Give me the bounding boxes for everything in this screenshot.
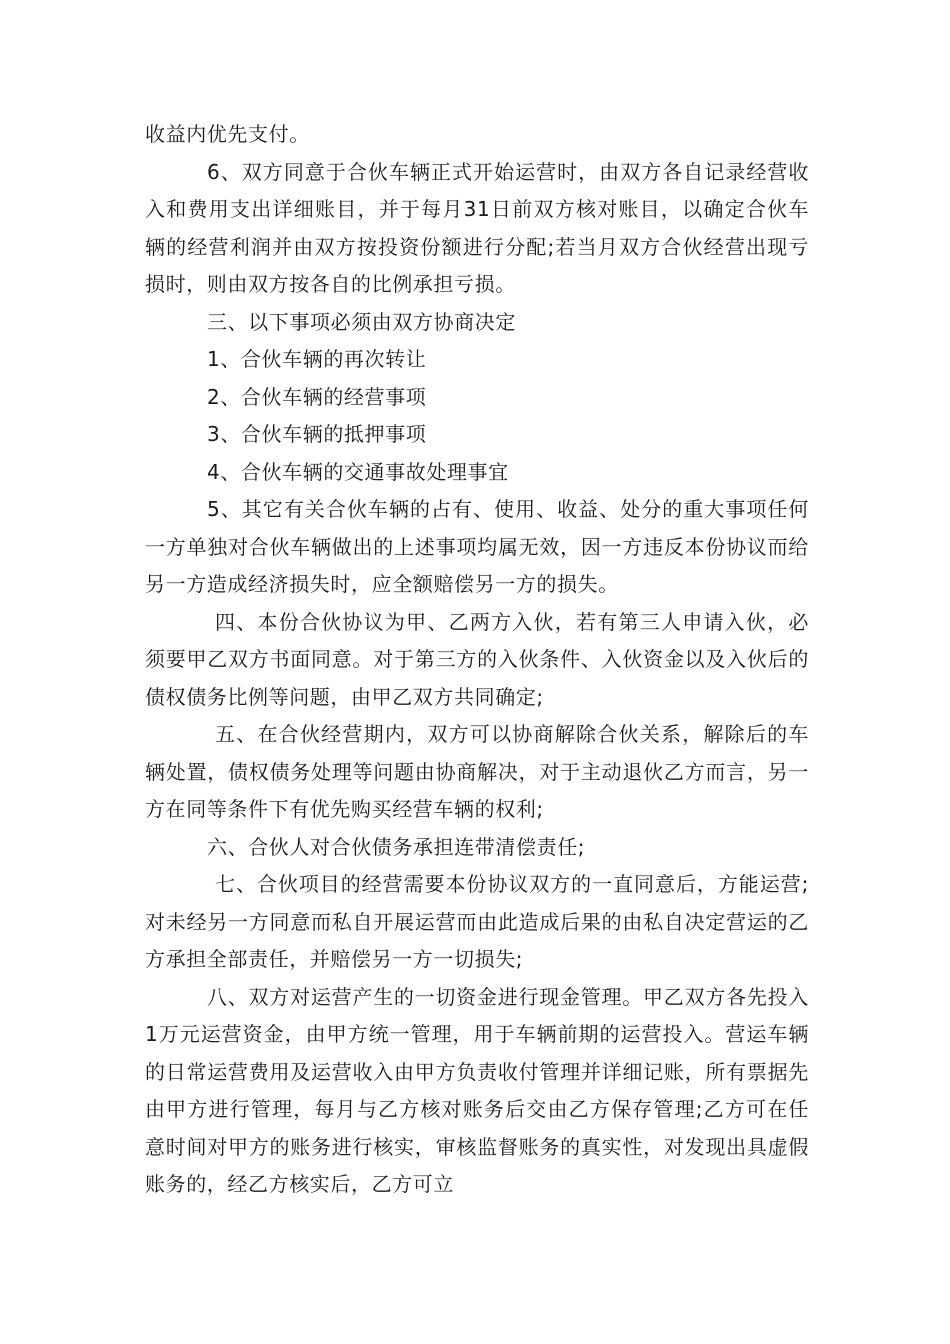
paragraph-item-2: 2、合伙车辆的经营事项 <box>207 384 427 409</box>
paragraph-section-4: 四、本份合伙协议为甲、乙两方入伙，若有第三人申请入伙，必须要甲乙双方书面同意。对于第三方的入伙条件、入伙资金以及入伙后的债权债务比例等问题，由甲乙双方共同确定; <box>145 609 809 709</box>
paragraph-item-5: 5、其它有关合伙车辆的占有、使用、收益、处分的重大事项任何一方单独对合伙车辆做出的上述事项均属无效，因一方违反本份协议而给另一方造成经济损失时，应全额赔偿另一方的损失。 <box>145 497 809 596</box>
paragraph-clause-6: 6、双方同意于合伙车辆正式开始运营时，由双方各自记录经营收入和费用支出详细账目，并于每月31日前双方核对账目，以确定合伙车辆的经营利润并由双方按投资份额进行分配;若当月双方合伙经营出现亏损时，则由双方按各自的比例承担亏损。 <box>145 159 809 296</box>
paragraph-continuation: 收益内优先支付。 <box>145 122 310 146</box>
document-body <box>145 116 809 1204</box>
paragraph-section-3-heading: 三、以下事项必须由双方协商决定 <box>207 309 516 334</box>
paragraph-item-4: 4、合伙车辆的交通事故处理事宜 <box>207 459 509 484</box>
paragraph-item-1: 1、合伙车辆的再次转让 <box>207 347 427 371</box>
paragraph-section-6: 六、合伙人对合伙债务承担连带清偿责任; <box>207 834 586 859</box>
paragraph-section-5: 五、在合伙经营期内，双方可以协商解除合伙关系，解除后的车辆处置，债权债务处理等问题由协商解决，对于主动退伙乙方而言，另一方在同等条件下有优先购买经营车辆的权利; <box>145 722 809 821</box>
paragraph-item-3: 3、合伙车辆的抵押事项 <box>207 422 427 446</box>
paragraph-section-7: 七、合伙项目的经营需要本份协议双方的一直同意后，方能运营;对未经另一方同意而私自开展运营而由此造成后果的由私自决定营运的乙方承担全部责任，并赔偿另一方一切损失; <box>145 872 809 971</box>
paragraph-section-8: 八、双方对运营产生的一切资金进行现金管理。甲乙双方各先投入1万元运营资金，由甲方统一管理，用于车辆前期的运营投入。营运车辆的日常运营费用及运营收入由甲方负责收付管理并详细记账，所有票据先由甲方进行管理，每月与乙方核对账务后交由乙方保存管理;乙方可在任意时间对甲方的账务进行核实，审核监督账务的真实性，对发现出具虚假账务的，经乙方核实后，乙方可立 <box>145 984 809 1196</box>
